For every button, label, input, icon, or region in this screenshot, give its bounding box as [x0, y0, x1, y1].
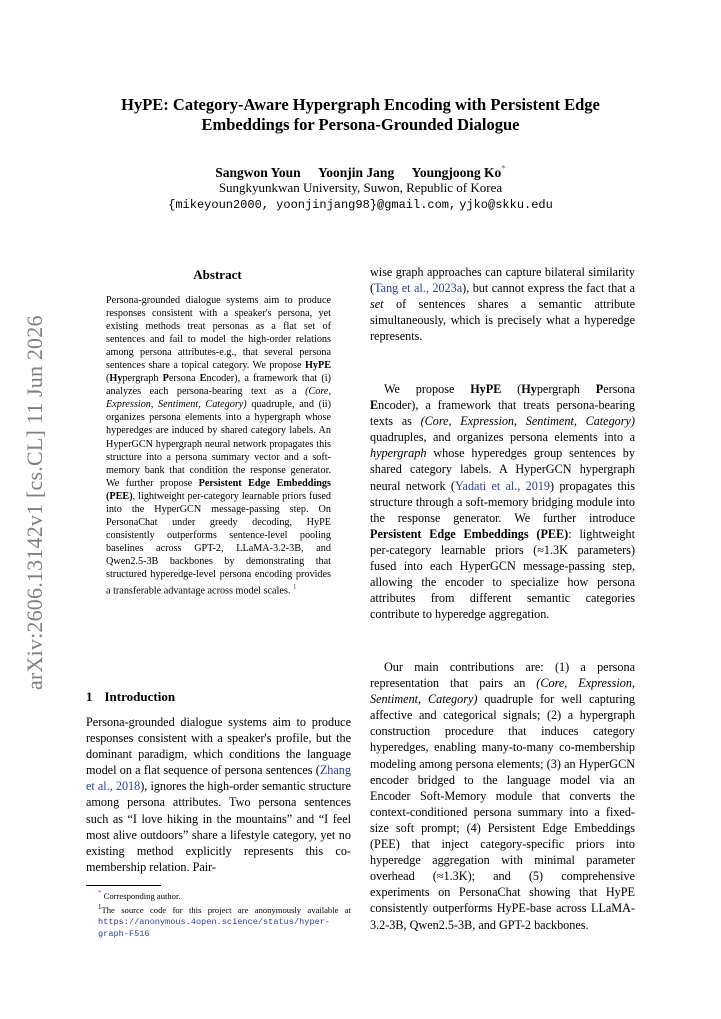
title-line-2: Embeddings for Persona-Grounded Dialogue [201, 115, 520, 134]
footnote-rule [86, 885, 161, 886]
author-list [90, 163, 631, 181]
corresponding-author-mark: * [501, 163, 506, 173]
abstract-heading: Abstract [193, 267, 242, 282]
abstract-body: Persona-grounded dialogue systems aim to produce responses consistent with a speaker's persona, yet existing methods treat personas as a flat set of sentences and fail to model the high-order relations among persona attributes-e.g., that several persona sentences share a topical category. We propose HyPE (Hypergraph Persona Encoder), a framework that (i) analyzes each persona-bearing text as a (Core, Expression, Sentiment, Category) quadruple, and (ii) organizes persona elements into a hypergraph whose hyperedges are induced by shared category labels. An HyperGCN hypergraph neural network propagates this structure into a persona summary vector and a soft-memory bank that condition the response generator. We further propose Persistent Edge Embeddings (PEE), lightweight per-category learnable priors fused into the HyperGCN message-passing step. On PersonaChat under greedy decoding, HyPE consistently outperforms sentence-level pooling baselines across GPT-2, LLaMA-3.2-3B, and Qwen2.5-3B backbones by demonstrating that structured hyperedge-level persona encoding provides a transferable advantage across model scales. $^1$ [106, 295, 332, 597]
right-paragraph-1: wise graph approaches can capture bilateral similarity (Tang et al., 2023a), but cannot express the fact that a set of sentences shares a semantic attribute simultaneously, which is precisely what a hyperedge represents. [370, 265, 635, 344]
footnote-ref[interactable]: 1 [292, 583, 297, 592]
right-paragraph-2: We propose HyPE (Hypergraph Persona Encoder), a framework that treats persona-bearing texts as (Core, Expression, Sentiment, Category) quadruples, and organizes persona elements into a hypergraph whose hyperedges group sentences by shared category labels. A HyperGCN hypergraph neural network (Yadati et al., 2019) propagates this structure through a soft-memory bridging module into the response generator. We further introduce Persistent Edge Embeddings (PEE): lightweight per-category learnable priors (≈1.3K parameters) fused into each HyperGCN message-passing step, allowing the encoder to specialize how persona attributes from different semantic categories contribute to hyperedge aggregation. [370, 382, 635, 622]
author-3 [412, 165, 506, 180]
author-3-name: Youngjoong Ko [411, 164, 502, 180]
footnote-source-code: $^1$The source code for this project are anonymously available at https://anonymous.4open.science/status/hyper-graph-F516 [98, 902, 351, 939]
affiliation: Sungkyunkwan University, Suwon, Republic of Korea [218, 180, 503, 195]
email-3: yjko@skku.edu [459, 198, 553, 212]
arxiv-identifier: arXiv:2606.13142v1 [cs.CL] 11 Jun 2026 [22, 315, 47, 690]
right-paragraph-3: Our main contributions are: (1) a persona representation that pairs an (Core, Expression, Sentiment, Category) quadruple for well capturing affective and categorical signals; (2) a hypergraph construction procedure that induces category hyperedges, enabling many-to-many co-membership modeling among persona elements; (3) an HyperGCN encoder bridged to the language model via an Encoder Soft-Memory module that converts the context-conditioned persona summary into a fixed-size soft prompt; (4) Persistent Edge Embeddings (PEE) that inject category-specific priors into hyperedge aggregation with minimal parameter overhead (≈1.3K); and (5) comprehensive experiments on PersonaChat showing that HyPE consistently outperforms HyPE-base across LLaMA-3.2-3B, Qwen2.5-3B, and GPT-2 backbones. [370, 660, 636, 932]
intro-paragraph: Persona-grounded dialogue systems aim to produce responses consistent with a speaker's profile, but the dominant paradigm, which conditions the language model on a flat sequence of persona sentences (Zhang et al., 2018), ignores the high-order semantic structure among persona attributes. Two persona sentences such as “I love hiking in the mountains” and “I feel most alive outdoors” share a lifestyle category, yet no existing method explicitly represents this co-membership relation. Pair- [86, 715, 351, 874]
email-list: {mikeyoun2000, yoonjinjang98}@gmail.com, [168, 198, 457, 212]
title-line-1: HyPE: Category-Aware Hypergraph Encoding with Persistent Edge [121, 95, 600, 114]
paper-title [90, 95, 631, 135]
source-code-url[interactable]: https://anonymous.4open.science/status/hyper-graph-F516 [98, 916, 331, 939]
citation-link[interactable]: Zhang et al., 2018 [86, 763, 351, 794]
citation-link[interactable]: Tang et al., 2023a [374, 281, 463, 296]
footnotes [86, 888, 351, 940]
section-heading-introduction: 1 Introduction [86, 689, 176, 704]
citation-link[interactable]: Yadati et al., 2019 [454, 478, 551, 493]
author-emails [90, 197, 631, 212]
footnote-corresponding: * Corresponding author. [98, 889, 181, 901]
author-2: Yoonjin Jang [318, 164, 395, 180]
author-1: Sangwon Youn [215, 164, 301, 180]
